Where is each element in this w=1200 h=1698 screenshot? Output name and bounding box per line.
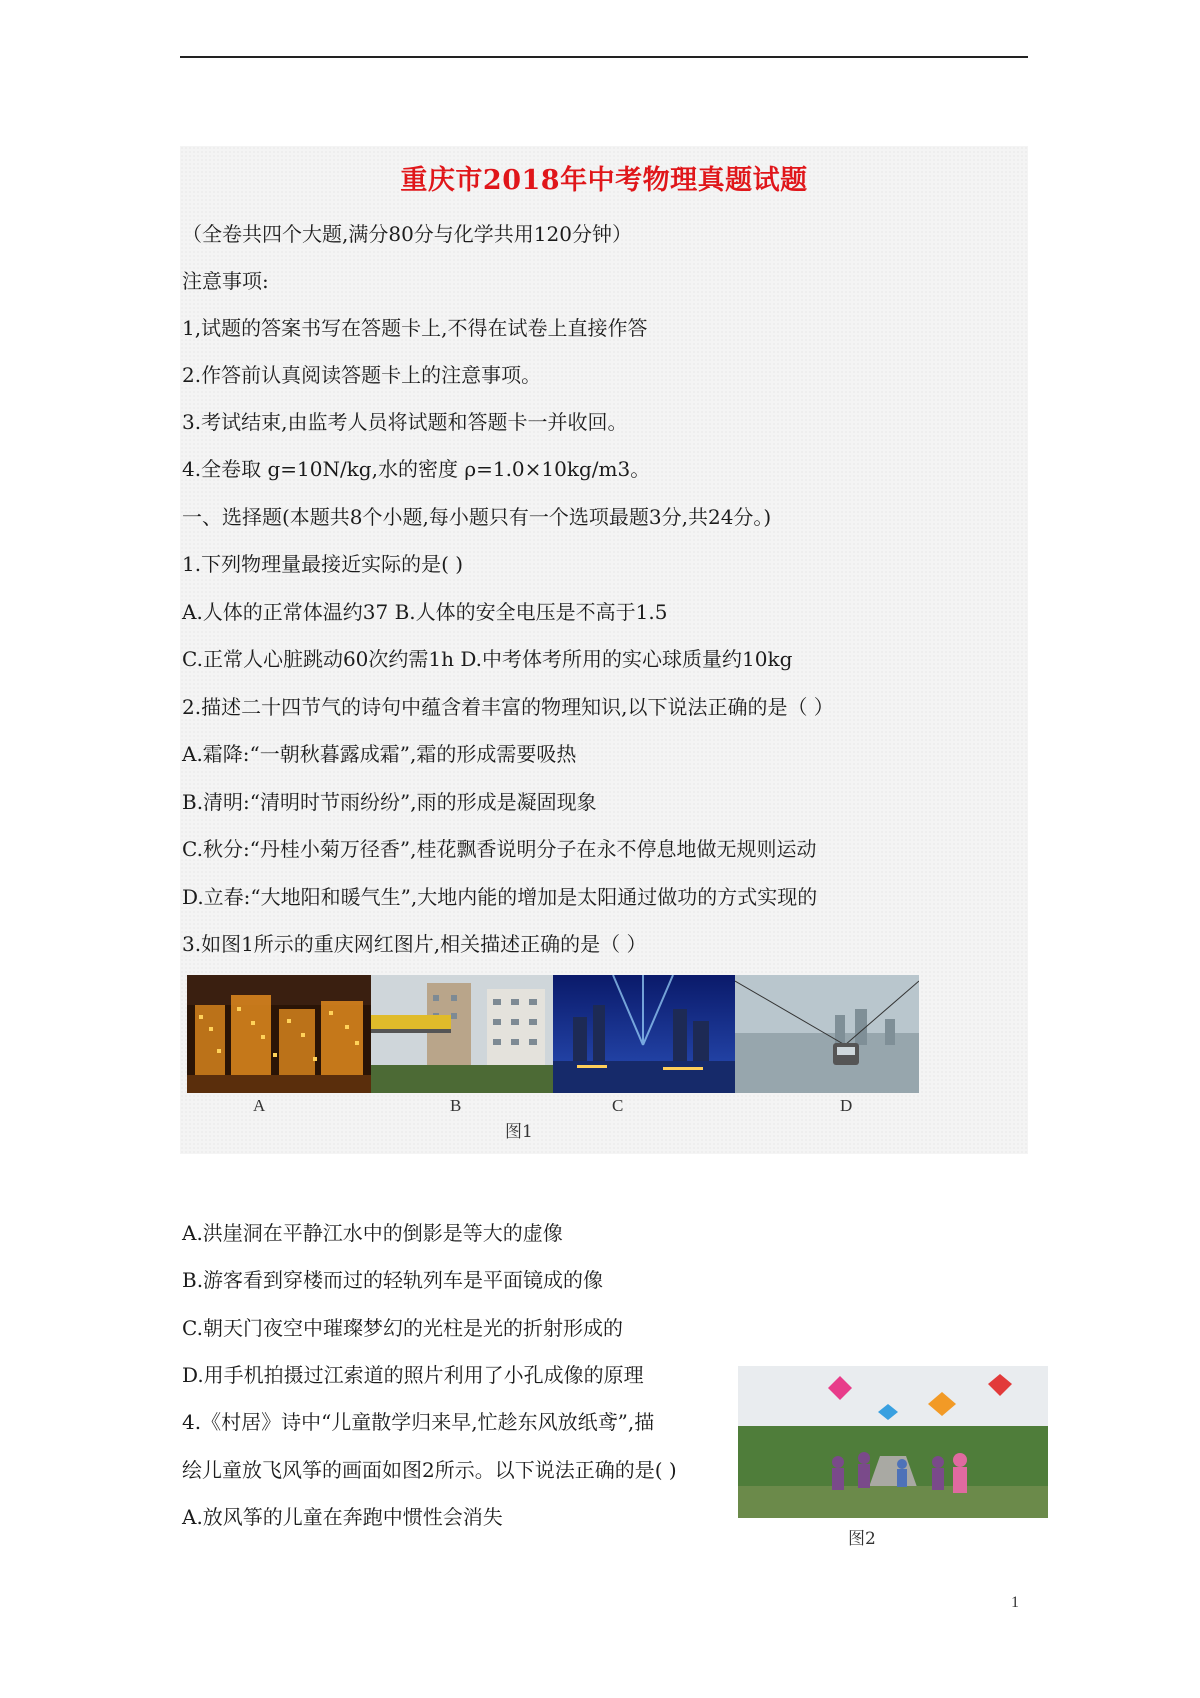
- figure-2: [738, 1366, 1048, 1518]
- note-item-2: 2.作答前认真阅读答题卡上的注意事项。: [182, 363, 542, 387]
- photo-cable-car: [735, 975, 919, 1093]
- note-item-1: 1,试题的答案书写在答题卡上,不得在试卷上直接作答: [182, 316, 648, 340]
- q1-options-cd: C.正常人心脏跳动60次约需1h D.中考体考所用的实心球质量约10kg: [182, 647, 793, 671]
- q1-stem: 1.下列物理量最接近实际的是( ): [182, 552, 464, 576]
- section-heading: 一、选择题(本题共8个小题,每小题只有一个选项最题3分,共24分。): [182, 505, 772, 529]
- header-rule: [180, 56, 1028, 58]
- q4-stem-line-1: 4.《村居》诗中“儿童散学归来早,忙趁东风放纸鸢”,描: [182, 1410, 655, 1434]
- photo-chaotianmen-night: [553, 975, 735, 1093]
- figure-1-label-b: B: [450, 1096, 462, 1115]
- page-number: 1: [1011, 1594, 1019, 1611]
- q4-option-a: A.放风筝的儿童在奔跑中惯性会消失: [182, 1505, 503, 1529]
- q3-stem: 3.如图1所示的重庆网红图片,相关描述正确的是（ ）: [182, 932, 647, 956]
- q1-options-ab: A.人体的正常体温约37 B.人体的安全电压是不高于1.5: [182, 600, 668, 624]
- figure-2-caption: 图2: [848, 1529, 876, 1549]
- photo-light-rail: [371, 975, 553, 1093]
- exam-subtitle: （全卷共四个大题,满分80分与化学共用120分钟）: [182, 222, 632, 246]
- figure-1-label-a: A: [253, 1096, 266, 1115]
- q3-option-c: C.朝天门夜空中璀璨梦幻的光柱是光的折射形成的: [182, 1316, 623, 1340]
- q2-option-d: D.立春:“大地阳和暖气生”,大地内能的增加是太阳通过做功的方式实现的: [182, 885, 818, 909]
- q3-option-b: B.游客看到穿楼而过的轻轨列车是平面镜成的像: [182, 1268, 604, 1292]
- q2-option-a: A.霜降:“一朝秋暮露成霜”,霜的形成需要吸热: [182, 742, 577, 766]
- figure-1-caption: 图1: [505, 1122, 533, 1142]
- q4-stem-line-2: 绘儿童放飞风筝的画面如图2所示。以下说法正确的是( ): [182, 1458, 677, 1482]
- q2-stem: 2.描述二十四节气的诗句中蕴含着丰富的物理知识,以下说法正确的是（ ）: [182, 695, 834, 719]
- figure-1-label-c: C: [612, 1096, 624, 1115]
- note-item-4: 4.全卷取 g=10N/kg,水的密度 ρ=1.0×10kg/m3。: [182, 457, 651, 481]
- note-item-3: 3.考试结束,由监考人员将试题和答题卡一并收回。: [182, 410, 628, 434]
- notes-header: 注意事项:: [182, 269, 269, 293]
- q3-option-d: D.用手机拍摄过江索道的照片利用了小孔成像的原理: [182, 1363, 644, 1387]
- q2-option-b: B.清明:“清明时节雨纷纷”,雨的形成是凝固现象: [182, 790, 597, 814]
- q2-option-c: C.秋分:“丹桂小菊万径香”,桂花飘香说明分子在永不停息地做无规则运动: [182, 837, 817, 861]
- figure-1: [187, 975, 919, 1093]
- page-title: 重庆市2018年中考物理真题试题: [400, 165, 808, 196]
- q3-option-a: A.洪崖洞在平静江水中的倒影是等大的虚像: [182, 1221, 563, 1245]
- photo-hongyadong: [187, 975, 371, 1093]
- figure-1-label-d: D: [840, 1096, 853, 1115]
